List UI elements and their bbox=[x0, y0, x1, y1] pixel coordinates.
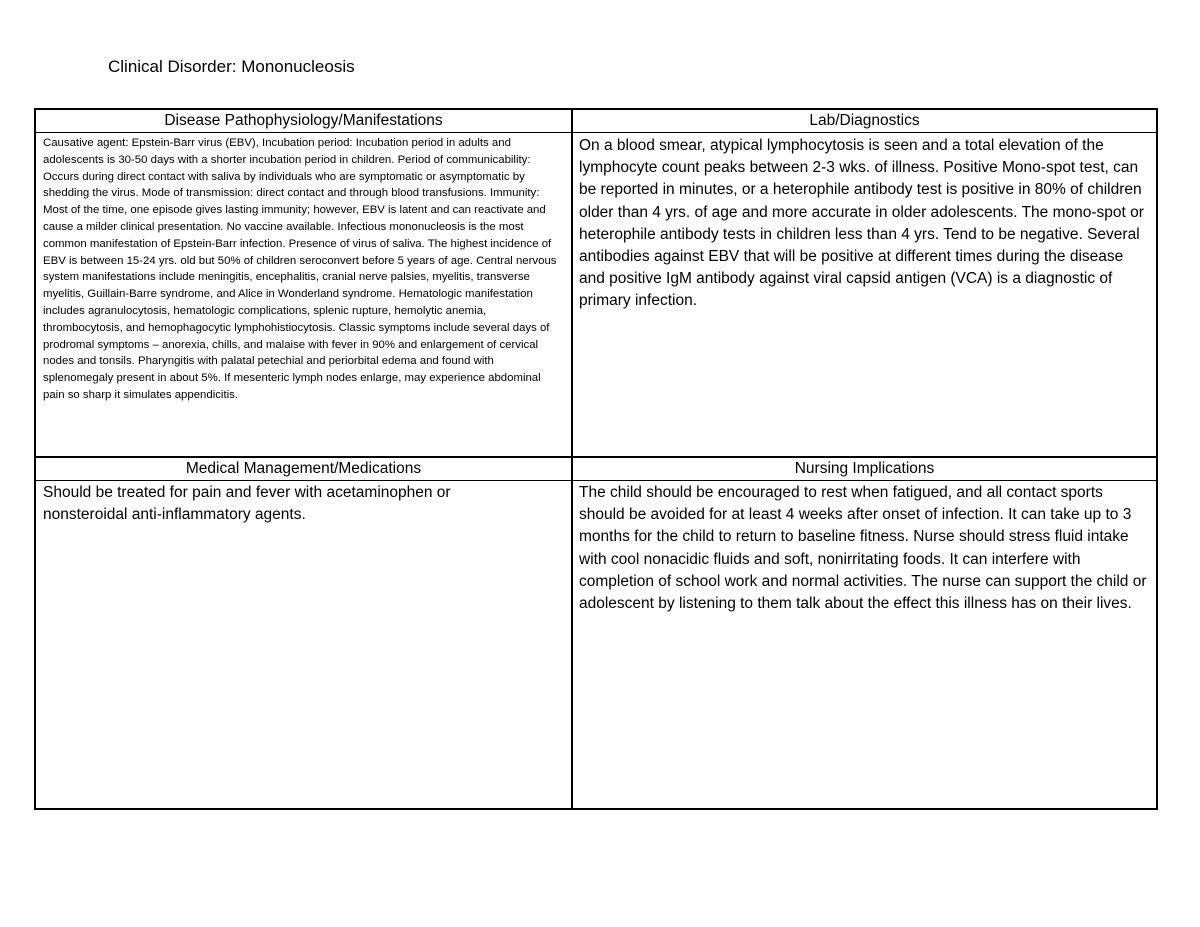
medical-management-text: Should be treated for pain and fever with acetaminophen or nonsteroidal anti-inflammatory agents. bbox=[43, 484, 451, 524]
header-divider-bottom bbox=[36, 480, 1156, 481]
lab-diagnostics-text: On a blood smear, atypical lymphocytosis is seen and a total elevation of the lymphocyte count peaks between 2-3 wks. of illness. Positive Mono-spot test, can be reported in minutes, or a heterophile antibody test is positive in 80% of children older than 4 yrs. of age and more accurate in older adolescents. The mono-spot or heterophile antibody tests in children less than 4 yrs. Tend to be negative. Several antibodies against EBV that will be positive at different times during the disease and positive IgM antibody against viral capsid antigen (VCA) is a diagnostic of primary infection. bbox=[579, 137, 1144, 310]
pathophysiology-text: Causative agent: Epstein-Barr virus (EBV), Incubation period: Incubation period in adults and adolescents is 30-50 days with a shorter incubation period in children. Period of communicability: Occurs during direct contact with saliva by individuals who are symptomatic or asymptomatic by shedding the virus. Mode of transmission: direct contact and through blood transfusions. Immunity: Most of the time, one episode gives lasting immunity; however, EBV is latent and can reactivate and cause a milder clinical presentation. No vaccine available. Infectious mononucleosis is the most common manifestation of Epstein-Barr infection. Presence of virus of saliva. The highest incidence of EBV is between 15-24 yrs. old but 50% of children seroconvert before 5 years of age. Central nervous system manifestations include meningitis, encephalitis, cranial nerve palsies, myelitis, transverse myelitis, Guillain-Barre syndrome, and Alice in Wonderland syndrome. Hematologic manifestation includes agranulocytosis, hematologic complications, splenic rupture, hemolytic anemia, thrombocytosis, and hemophagocytic lymphohistiocytosis. Classic symptoms include several days of prodromal symptoms – anorexia, chills, and malaise with fever in 90% and enlargement of cervical nodes and tonsils. Pharyngitis with palatal petechial and periorbital edema and found with splenomegaly present in about 5%. If mesenteric lymph nodes enlarge, may experience abdominal pain so sharp it simulates appendicitis. bbox=[43, 137, 557, 401]
header-divider-top bbox=[36, 132, 1156, 133]
medical-management-heading: Medical Management/Medications bbox=[185, 460, 422, 477]
nursing-implications-text: The child should be encouraged to rest when fatigued, and all contact sports should be avoided for at least 4 weeks after onset of infection. It can take up to 3 months for the child to return to baseline fitness. Nurse should stress fluid intake with cool nonacidic fluids and soft, nonirritating foods. It can interfere with completion of school work and normal activities. The nurse can support the child or adolescent by listening to them talk about the effect this illness has on their lives. bbox=[579, 484, 1147, 613]
clinical-disorder-table bbox=[34, 108, 1158, 810]
nursing-implications-heading: Nursing Implications bbox=[794, 460, 935, 477]
pathophysiology-heading: Disease Pathophysiology/Manifestations bbox=[164, 112, 443, 129]
page-title: Clinical Disorder: Mononucleosis bbox=[108, 57, 355, 76]
lab-diagnostics-heading: Lab/Diagnostics bbox=[809, 112, 920, 129]
